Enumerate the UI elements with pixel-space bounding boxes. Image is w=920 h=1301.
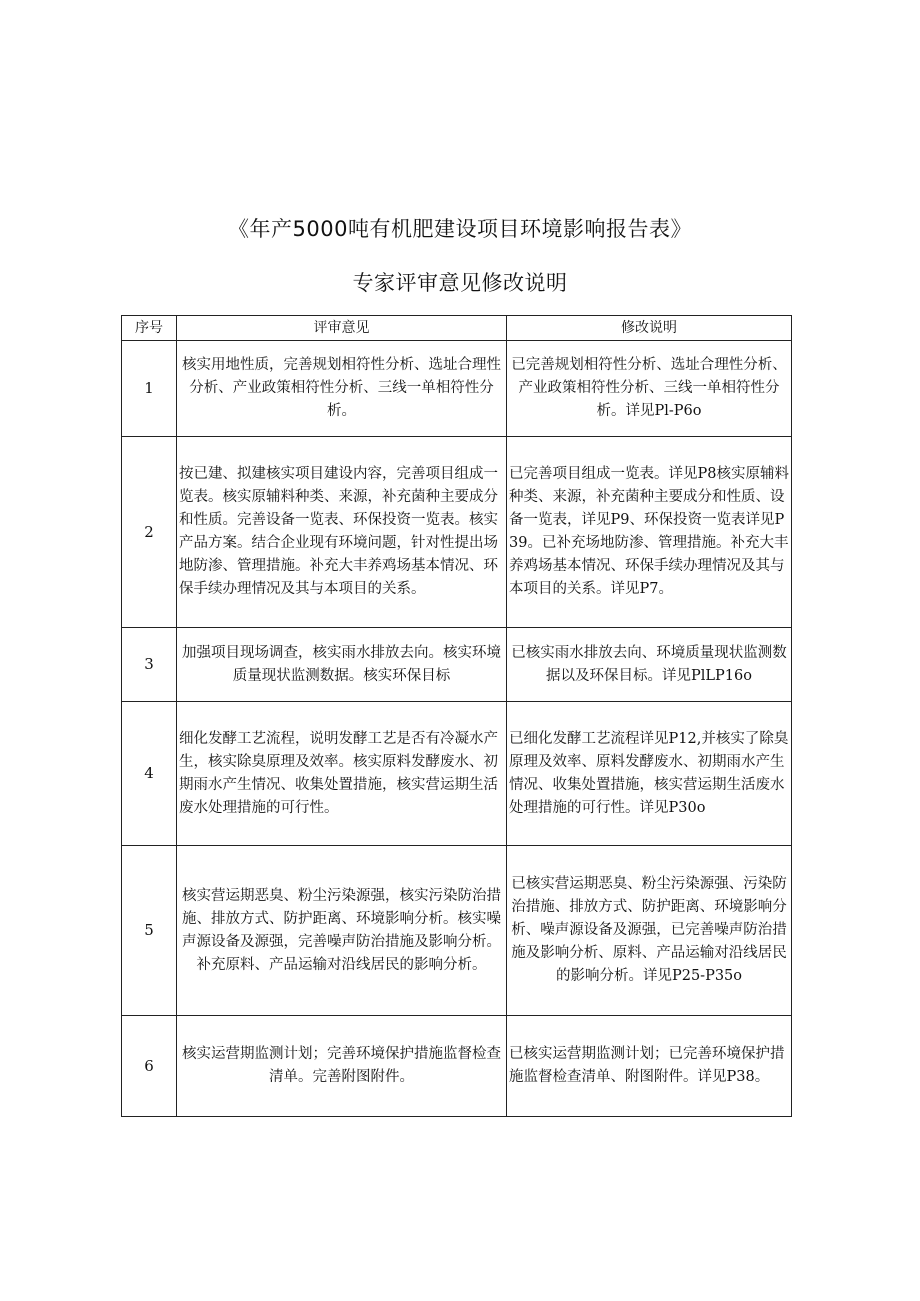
- document-title: 《年产5000吨有机肥建设项目环境影响报告表》: [228, 217, 692, 241]
- row-reply: [507, 1016, 792, 1117]
- row-reply: [507, 341, 792, 437]
- opinion-text: 按已建、拟建核实项目建设内容，完善项目组成一览表。核实原辅料种类、来源，补充菌种主要成分和性质。完善设备一览表、环保投资一览表。核实产品方案。结合企业现有环境问题，针对性提出场地防渗、管理措施。补充大丰养鸡场基本情况、环保手续办理情况及其与本项目的关系。: [179, 466, 498, 597]
- header-index: 序号: [122, 316, 177, 341]
- review-table: [121, 315, 792, 1117]
- table-row: [122, 628, 792, 702]
- reply-text: 已核实雨水排放去向、环境质量现状监测数据以及环保目标。详见PlLP16o: [511, 644, 787, 684]
- reply-text: 已完善项目组成一览表。详见P8核实原辅料种类、来源，补充菌种主要成分和性质、设备一览表，详见P9、环保投资一览表详见P39。已补充场地防渗、管理措施。补充大丰养鸡场基本情况、环保手续办理情况及其与本项目的关系。详见P7。: [509, 466, 789, 597]
- row-reply: [507, 628, 792, 702]
- opinion-text: 核实运营期监测计划；完善环境保护措施监督检查清单。完善附图附件。: [182, 1046, 501, 1085]
- row-opinion: [177, 702, 507, 846]
- row-index: 1: [122, 341, 177, 437]
- row-opinion: [177, 628, 507, 702]
- reply-text: 已核实营运期恶臭、粉尘污染源强、污染防治措施、排放方式、防护距离、环境影响分析、噪声源设备及源强，已完善噪声防治措施及影响分析、原料、产品运输对沿线居民的影响分析。详见P25-P35o: [511, 876, 787, 984]
- opinion-text: 核实营运期恶臭、粉尘污染源强，核实污染防治措施、排放方式、防护距离、环境影响分析。核实噪声源设备及源强，完善噪声防治措施及影响分析。补充原料、产品运输对沿线居民的影响分析。: [182, 887, 501, 973]
- row-opinion: [177, 437, 507, 628]
- table-row: [122, 702, 792, 846]
- row-opinion: [177, 341, 507, 437]
- table-header-row: [122, 316, 792, 341]
- reply-text: 已细化发酵工艺流程详见P12,并核实了除臭原理及效率、原料发酵废水、初期雨水产生情况、收集处置措施，核实营运期生活废水处理措施的可行性。详见P30o: [509, 730, 789, 816]
- row-opinion: [177, 1016, 507, 1117]
- row-index: 4: [122, 702, 177, 846]
- row-opinion: [177, 846, 507, 1016]
- document-subtitle: 专家评审意见修改说明: [352, 271, 568, 295]
- row-reply: [507, 702, 792, 846]
- row-index: 6: [122, 1016, 177, 1117]
- header-opinion: 评审意见: [177, 316, 507, 341]
- row-reply: [507, 437, 792, 628]
- opinion-text: 细化发酵工艺流程，说明发酵工艺是否有冷凝水产生，核实除臭原理及效率。核实原料发酵废水、初期雨水产生情况、收集处置措施，核实营运期生活废水处理措施的可行性。: [179, 730, 498, 816]
- row-reply: [507, 846, 792, 1016]
- table-row: [122, 437, 792, 628]
- reply-text: 已完善规划相符性分析、选址合理性分析、产业政策相符性分析、三线一单相符性分析。详见Pl-P6o: [511, 357, 787, 419]
- row-index: 3: [122, 628, 177, 702]
- row-index: 2: [122, 437, 177, 628]
- table-row: [122, 1016, 792, 1117]
- table-row: [122, 341, 792, 437]
- table-row: [122, 846, 792, 1016]
- opinion-text: 加强项目现场调查，核实雨水排放去向。核实环境质量现状监测数据。核实环保目标: [182, 644, 501, 684]
- opinion-text: 核实用地性质，完善规划相符性分析、选址合理性分析、产业政策相符性分析、三线一单相符性分析。: [182, 357, 501, 419]
- reply-text: 已核实运营期监测计划；已完善环境保护措施监督检查清单、附图附件。详见P38。: [509, 1046, 785, 1085]
- header-reply: 修改说明: [507, 316, 792, 341]
- row-index: 5: [122, 846, 177, 1016]
